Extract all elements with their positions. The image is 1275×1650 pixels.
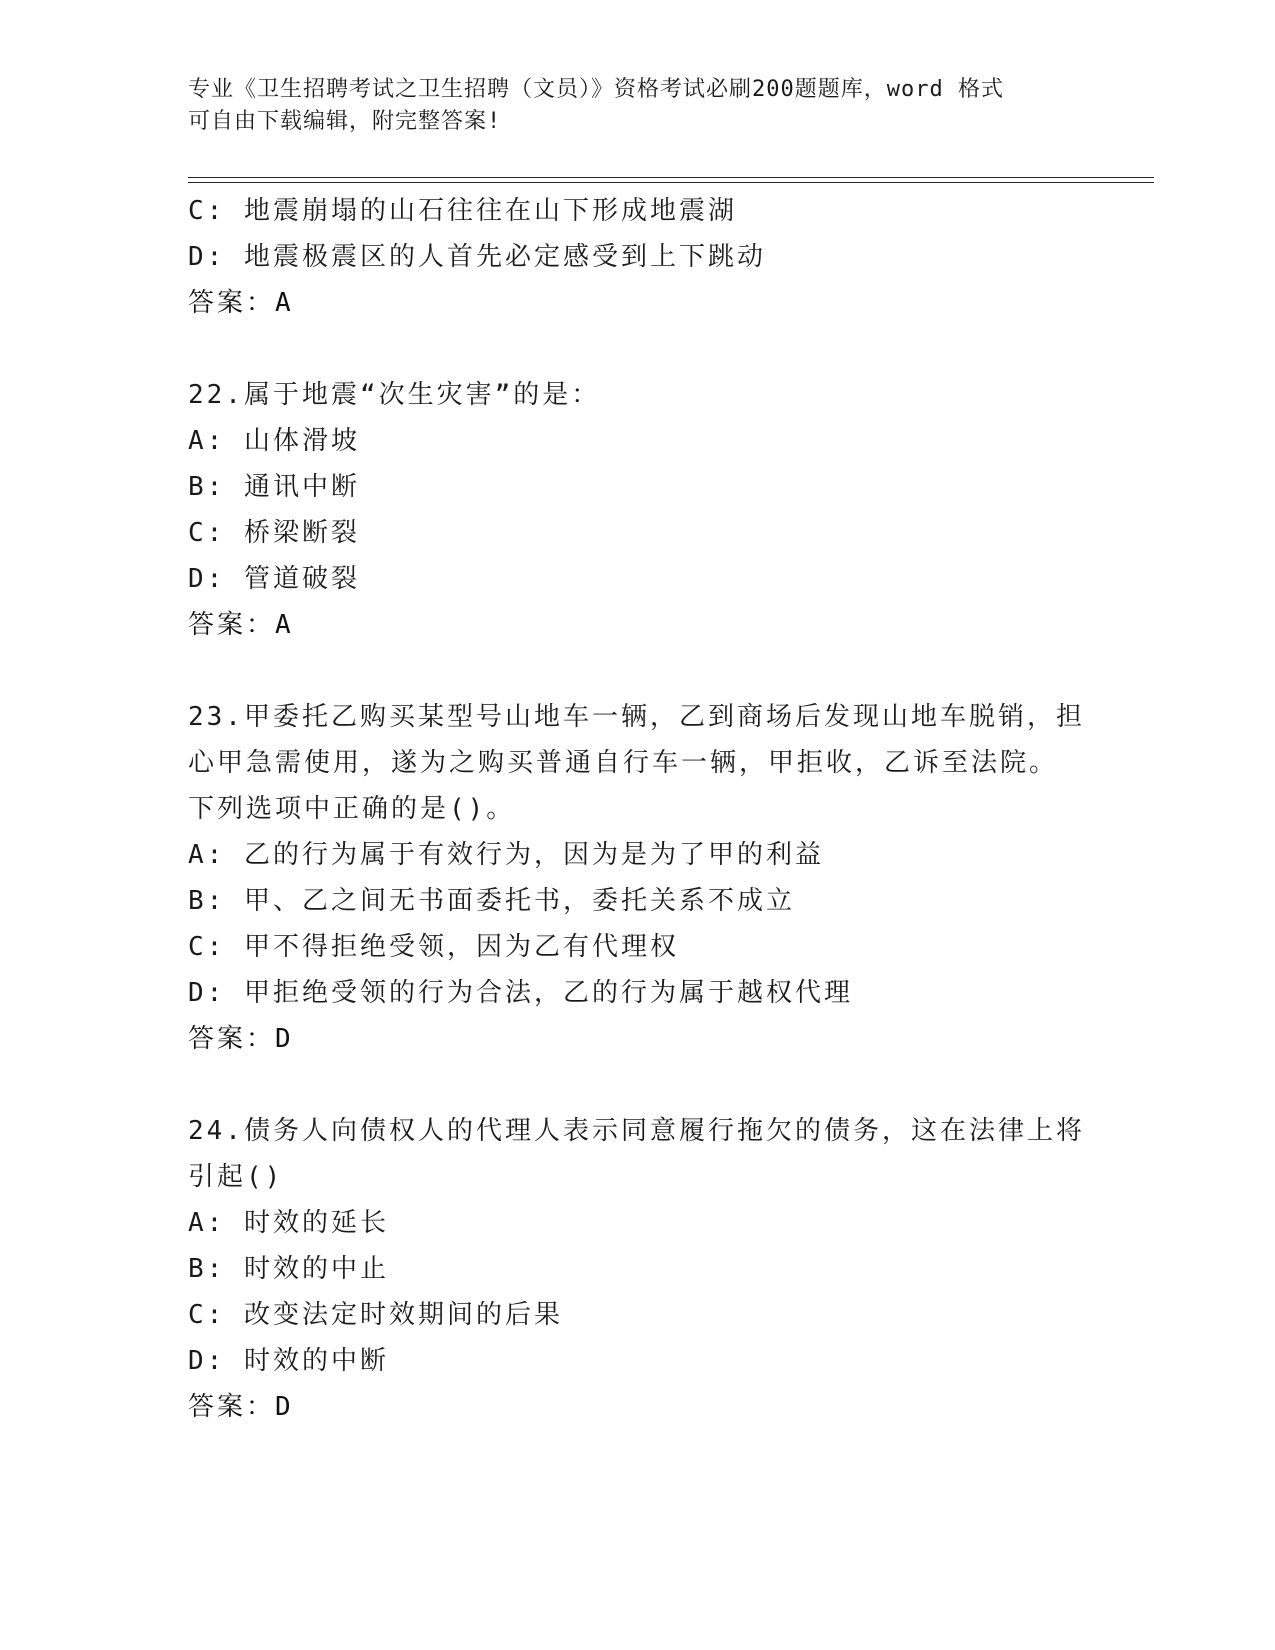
option-d: D: 管道破裂	[188, 564, 360, 594]
answer-line: 答案：A	[188, 288, 294, 318]
question-stem: 22.属于地震“次生灾害”的是：	[188, 380, 601, 410]
option-c: C: 甲不得拒绝受领，因为乙有代理权	[188, 932, 679, 962]
question-22	[188, 372, 1088, 648]
option-b: B: 通讯中断	[188, 472, 360, 502]
question-23	[188, 694, 1088, 1062]
document-header	[188, 74, 1088, 138]
answer-line: 答案：D	[188, 1392, 294, 1422]
option-a: A: 山体滑坡	[188, 426, 360, 456]
spacer	[188, 326, 1088, 372]
question-stem: 心甲急需使用，遂为之购买普通自行车一辆，甲拒收，乙诉至法院。	[188, 748, 1059, 778]
option-c: C: 地震崩塌的山石往往在山下形成地震湖	[188, 196, 737, 226]
answer-line: 答案：D	[188, 1024, 294, 1054]
option-d: D: 甲拒绝受领的行为合法，乙的行为属于越权代理	[188, 978, 853, 1008]
question-stem: 下列选项中正确的是()。	[188, 794, 516, 824]
question-24	[188, 1108, 1088, 1430]
continued-question	[188, 188, 1088, 326]
header-title-line-2: 可自由下载编辑，附完整答案!	[188, 109, 502, 134]
option-a: A: 乙的行为属于有效行为，因为是为了甲的利益	[188, 840, 824, 870]
option-d: D: 地震极震区的人首先必定感受到上下跳动	[188, 242, 766, 272]
question-stem: 23.甲委托乙购买某型号山地车一辆，乙到商场后发现山地车脱销，担	[188, 702, 1085, 732]
header-divider-top	[188, 177, 1154, 178]
option-c: C: 改变法定时效期间的后果	[188, 1300, 563, 1330]
option-d: D: 时效的中断	[188, 1346, 389, 1376]
answer-line: 答案：A	[188, 610, 294, 640]
option-b: B: 时效的中止	[188, 1254, 389, 1284]
spacer	[188, 1062, 1088, 1108]
spacer	[188, 648, 1088, 694]
option-a: A: 时效的延长	[188, 1208, 389, 1238]
question-stem: 引起()	[188, 1162, 284, 1192]
option-c: C: 桥梁断裂	[188, 518, 360, 548]
option-b: B: 甲、乙之间无书面委托书，委托关系不成立	[188, 886, 795, 916]
question-stem: 24.债务人向债权人的代理人表示同意履行拖欠的债务，这在法律上将	[188, 1116, 1085, 1146]
question-content	[188, 188, 1088, 1430]
header-divider-bottom	[188, 182, 1154, 183]
header-title-line-1: 专业《卫生招聘考试之卫生招聘（文员）》资格考试必刷200题题库，word 格式	[188, 77, 1004, 102]
